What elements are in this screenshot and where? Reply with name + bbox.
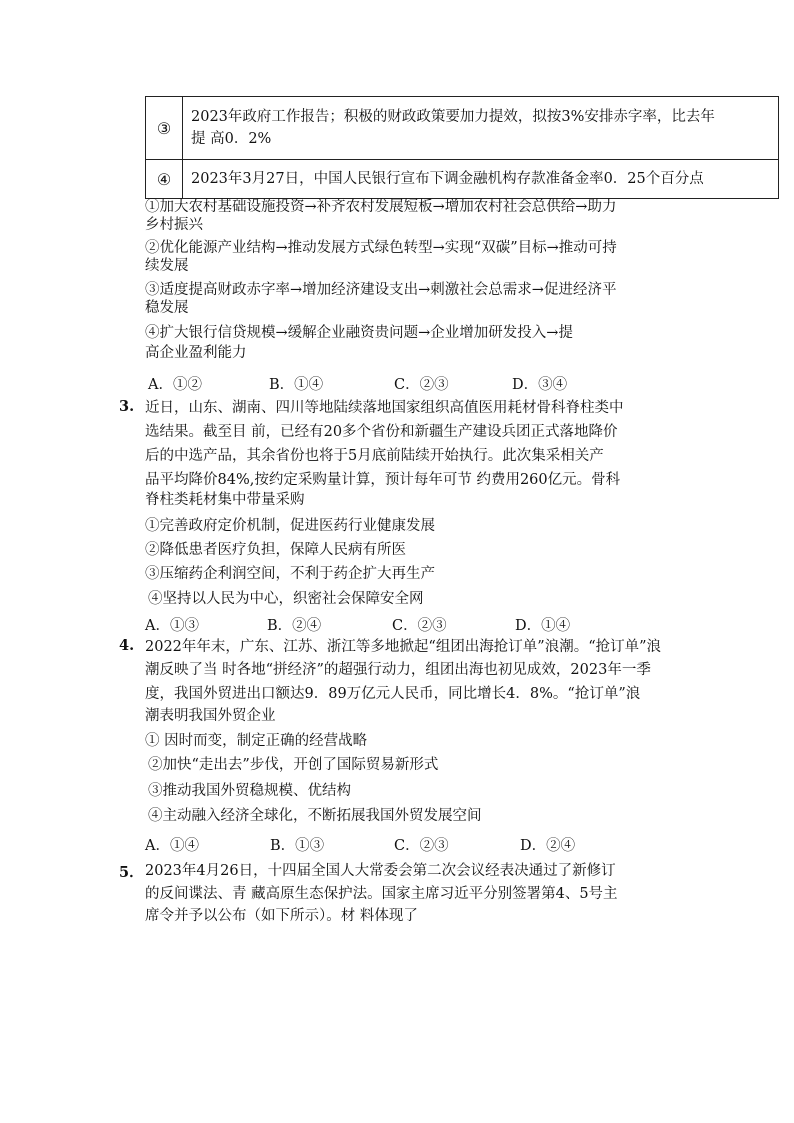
question-number: 5． xyxy=(119,864,144,881)
stem-line: 2022年年末，广东、江苏、浙江等多地掀起“组团出海抢订单”浪潮。“抢订单”浪 xyxy=(145,639,662,655)
option-c[interactable]: C．②③ xyxy=(394,377,449,393)
question-number: 3. xyxy=(119,398,135,415)
statement-line: ①完善政府定价机制，促进医药行业健康发展 xyxy=(145,518,435,534)
statement-line: 续发展 xyxy=(145,258,189,274)
option-a[interactable]: A．①② xyxy=(148,377,202,393)
statement-line: 乡村振兴 xyxy=(145,217,203,233)
stem-line: 近日，山东、湖南、四川等地陆续落地国家组织高值医用耗材骨科脊柱类中 xyxy=(145,400,624,416)
statement-line: ④主动融入经济全球化，不断拓展我国外贸发展空间 xyxy=(148,808,482,824)
row-number: ④ xyxy=(146,160,183,199)
statement-line: ②优化能源产业结构→推动发展方式绿色转型→实现“双碳”目标→推动可持 xyxy=(145,240,617,256)
statement-line: ① 因时而变，制定正确的经营战略 xyxy=(145,733,368,749)
option-d[interactable]: D．②④ xyxy=(520,838,576,854)
statement-line: 高企业盈利能力 xyxy=(145,345,247,361)
option-c[interactable]: C．②③ xyxy=(394,838,449,854)
stem-line: 脊柱类耗材集中带量采购 xyxy=(145,492,305,508)
row-number: ③ xyxy=(146,97,183,160)
option-b[interactable]: B．①④ xyxy=(269,377,324,393)
materials-table xyxy=(145,96,779,199)
row-content xyxy=(183,160,779,199)
option-a[interactable]: A．①③ xyxy=(145,618,199,634)
statement-line: ③适度提高财政赤字率→增加经济建设支出→刺激社会总需求→促进经济平 xyxy=(145,282,617,298)
statement-line: ③压缩药企利润空间，不利于药企扩大再生产 xyxy=(145,566,435,582)
row-line: 2023年政府工作报告；积极的财政政策要加力提效，拟按3%安排赤字率，比去年 xyxy=(191,109,715,125)
stem-line: 的反间谍法、青 藏高原生态保护法。国家主席习近平分别签署第4、5号主 xyxy=(145,886,618,902)
option-d[interactable]: D．③④ xyxy=(512,377,568,393)
option-a[interactable]: A．①④ xyxy=(145,838,199,854)
option-d[interactable]: D．①④ xyxy=(515,618,571,634)
statement-line: ④扩大银行信贷规模→缓解企业融资贵问题→企业增加研发投入→提 xyxy=(145,325,573,341)
row-content xyxy=(183,97,779,160)
stem-line: 2023年4月26日，十四届全国人大常委会第二次会议经表决通过了新修订 xyxy=(145,863,616,879)
row-line: 提 高0．2% xyxy=(191,131,272,147)
stem-line: 潮反映了当 时各地“拼经济”的超强行动力，组团出海也初见成效，2023年一季 xyxy=(145,662,651,678)
statement-line: ③推动我国外贸稳规模、优结构 xyxy=(148,783,351,799)
stem-line: 选结果。截至目 前，已经有20多个省份和新疆生产建设兵团正式落地降价 xyxy=(145,424,618,440)
statement-line: ①加大农村基础设施投资→补齐农村发展短板→增加农村社会总供给→助力 xyxy=(145,199,617,215)
question-number: 4. xyxy=(119,637,135,654)
table-row xyxy=(146,97,779,160)
row-line: 2023年3月27日，中国人民银行宣布下调金融机构存款准备金率0．25个百分点 xyxy=(191,171,704,187)
statement-line: ②降低患者医疗负担，保障人民病有所医 xyxy=(145,542,406,558)
stem-line: 品平均降价84%,按约定采购量计算，预计每年可节 约费用260亿元。骨科 xyxy=(145,472,621,488)
table-row xyxy=(146,160,779,199)
statement-line: ④坚持以人民为中心，织密社会保障安全网 xyxy=(148,591,424,607)
statement-line: 稳发展 xyxy=(145,300,189,316)
stem-line: 后的中选产品，其余省份也将于5月底前陆续开始执行。此次集采相关产 xyxy=(145,448,604,464)
stem-line: 潮表明我国外贸企业 xyxy=(145,708,276,724)
stem-line: 度，我国外贸进出口额达9．89万亿元人民币，同比增长4．8%。“抢订单”浪 xyxy=(145,686,641,702)
statement-line: ②加快“走出去”步伐，开创了国际贸易新形式 xyxy=(148,757,439,773)
option-c[interactable]: C．②③ xyxy=(392,618,447,634)
option-b[interactable]: B．①③ xyxy=(270,838,325,854)
option-b[interactable]: B．②④ xyxy=(267,618,322,634)
stem-line: 席令并予以公布（如下所示）。材 料体现了 xyxy=(145,908,418,924)
